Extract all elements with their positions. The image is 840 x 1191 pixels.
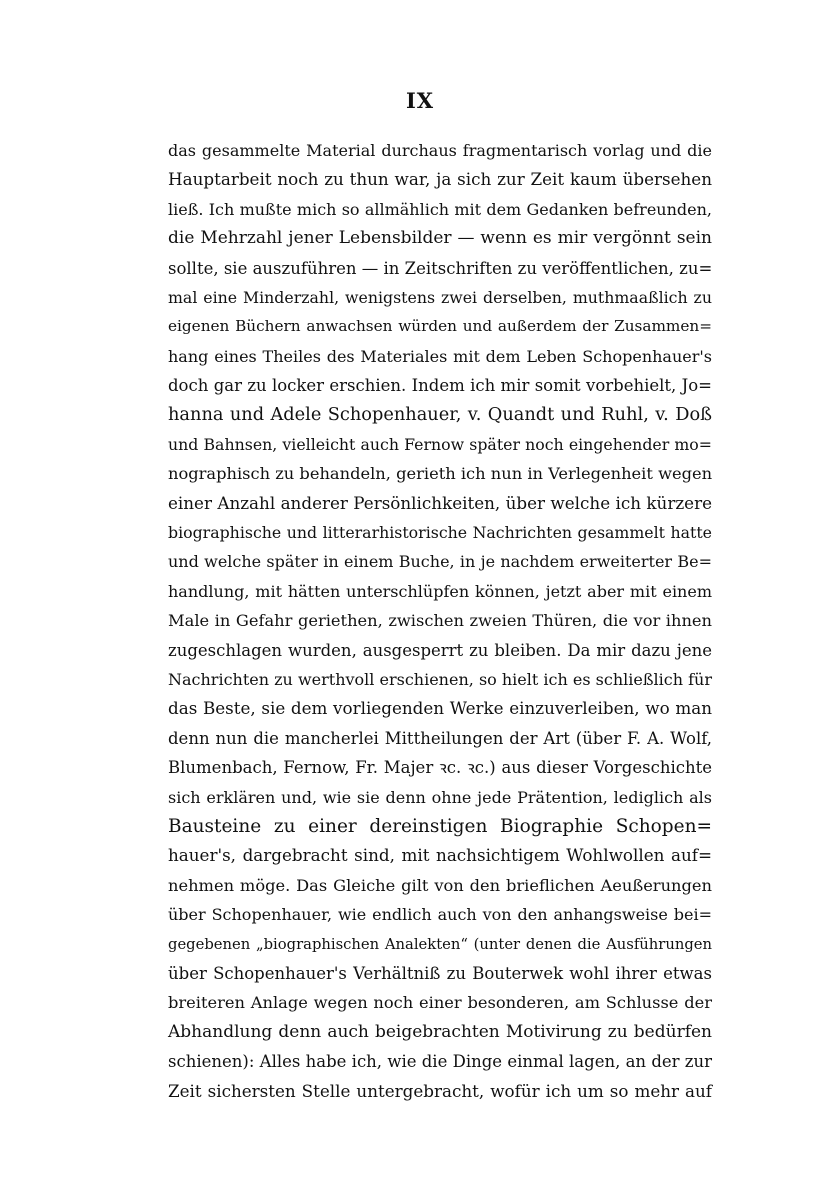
- text-line: einer Anzahl anderer Persönlichkeiten, über welche ich kürzere: [168, 492, 712, 513]
- text-line: und Bahnsen, vielleicht auch Fernow später noch eingehender mo=: [168, 434, 712, 454]
- text-line: Bausteine zu einer dereinstigen Biographie Schopen=: [168, 815, 712, 837]
- text-line: zugeschlagen wurden, ausgesperrt zu bleiben. Da mir dazu jene: [168, 640, 712, 660]
- text-line: die Mehrzahl jener Lebensbilder — wenn es mir vergönnt sein: [168, 228, 712, 249]
- text-line: denn nun die mancherlei Mittheilungen der Art (über F. A. Wolf,: [168, 728, 712, 748]
- text-line: Nachrichten zu werthvoll erschienen, so hielt ich es schließlich für: [168, 670, 712, 690]
- text-line: sollte, sie auszuführen — in Zeitschriften zu veröffentlichen, zu=: [168, 258, 713, 278]
- text-line: über Schopenhauer's Verhältniß zu Bouterwek wohl ihrer etwas: [168, 963, 712, 983]
- text-line: handlung, mit hätten unterschlüpfen können, jetzt aber mit einem: [168, 581, 712, 601]
- text-line: eigenen Büchern anwachsen würden und außerdem der Zusammen=: [168, 317, 712, 336]
- text-line: nographisch zu behandeln, gerieth ich nun in Verlegenheit wegen: [168, 464, 713, 484]
- text-line: Blumenbach, Fernow, Fr. Majer ꝛc. ꝛc.) aus dieser Vorgeschichte: [168, 758, 712, 778]
- text-line: das gesammelte Material durchaus fragmentarisch vorlag und die: [168, 141, 712, 160]
- text-line: doch gar zu locker erschien. Indem ich mir somit vorbehielt, Jo=: [168, 376, 712, 396]
- text-line: ließ. Ich mußte mich so allmählich mit dem Gedanken befreunden,: [168, 199, 712, 219]
- text-line: mal eine Minderzahl, wenigstens zwei derselben, muthmaaßlich zu: [168, 287, 712, 307]
- text-line: sich erklären und, wie sie denn ohne jede Prätention, lediglich als: [168, 787, 712, 807]
- text-line: hauer's, dargebracht sind, mit nachsichtigem Wohlwollen auf=: [168, 845, 712, 866]
- text-line: gegebenen „biographischen Analekten“ (unter denen die Ausführungen: [168, 935, 712, 953]
- text-line: das Beste, sie dem vorliegenden Werke einzuverleiben, wo man: [168, 698, 712, 719]
- text-line: biographische und litterarhistorische Nachrichten gesammelt hatte: [168, 523, 712, 543]
- text-line: hanna und Adele Schopenhauer, v. Quandt und Ruhl, v. Doß: [168, 404, 712, 425]
- text-line: und welche später in einem Buche, in je nachdem erweiterter Be=: [168, 552, 712, 572]
- text-line: breiteren Anlage wegen noch einer besonderen, am Schlusse der: [168, 993, 712, 1013]
- text-line: Zeit sichersten Stelle untergebracht, wofür ich um so mehr auf: [168, 1080, 712, 1101]
- text-line: Hauptarbeit noch zu thun war, ja sich zur Zeit kaum übersehen: [168, 169, 712, 190]
- text-line: Male in Gefahr geriethen, zwischen zweien Thüren, die vor ihnen: [168, 611, 712, 631]
- text-line: schienen): Alles habe ich, wie die Dinge einmal lagen, an der zur: [168, 1052, 712, 1072]
- body-text: [168, 136, 712, 1106]
- text-line: Abhandlung denn auch beigebrachten Motivirung zu bedürfen: [168, 1021, 712, 1042]
- text-line: über Schopenhauer, wie endlich auch von den anhangsweise bei=: [168, 905, 712, 925]
- page-number: IX: [405, 88, 435, 113]
- text-line: nehmen möge. Das Gleiche gilt von den brieflichen Aeußerungen: [168, 875, 712, 895]
- text-line: hang eines Theiles des Materiales mit dem Leben Schopenhauer's: [168, 346, 712, 366]
